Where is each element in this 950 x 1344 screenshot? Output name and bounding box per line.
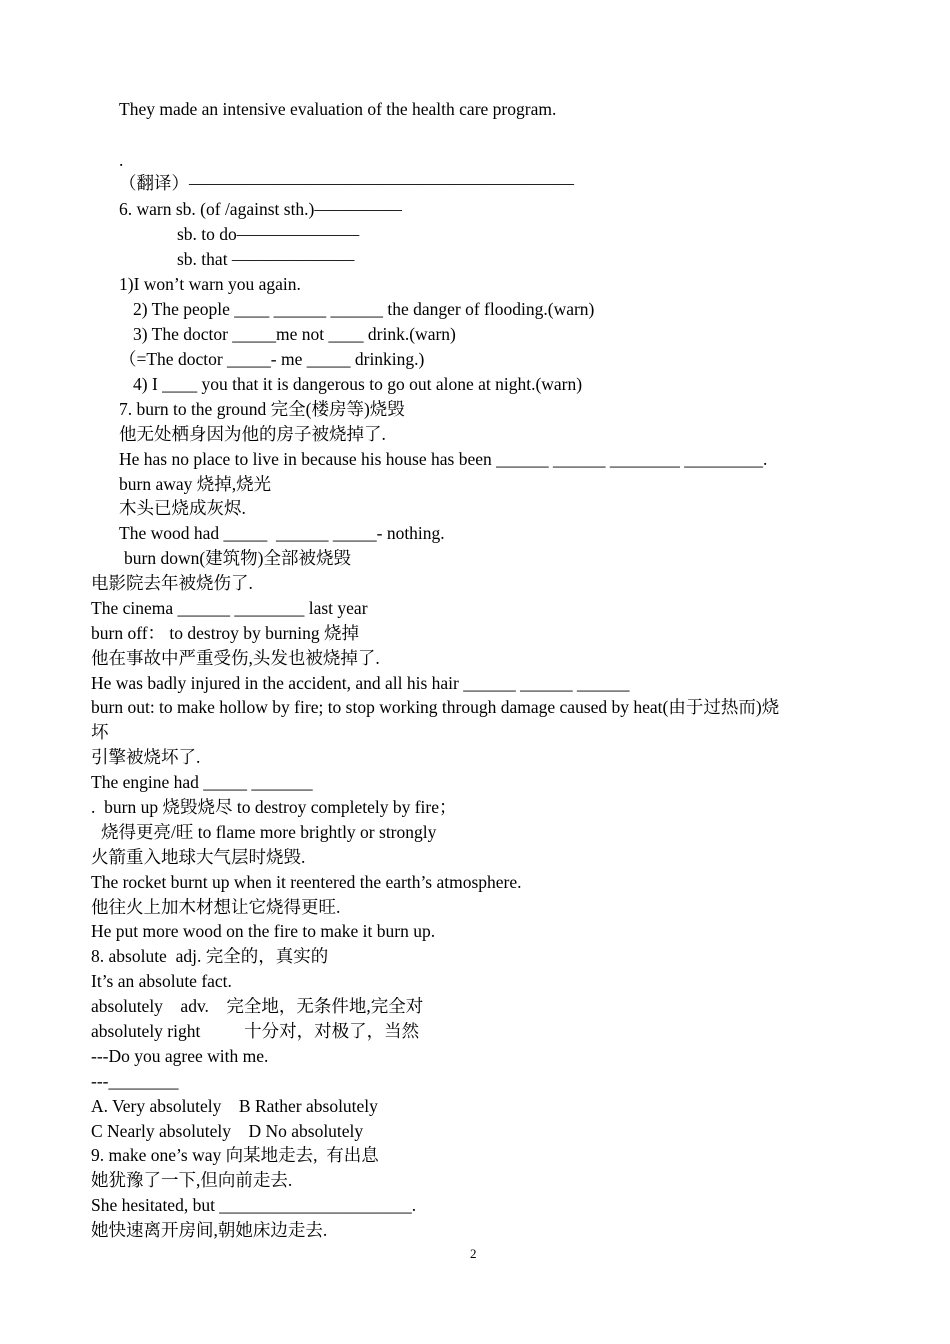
text-line: The engine had _____ _______ [91,772,313,792]
text-line: 2) The people ____ ______ ______ the danger of flooding.(warn) [133,299,595,319]
text-line: （翻译）—————————————————————— [119,173,574,193]
text-line: 烧得更亮/旺 to flame more brightly or strongly [101,822,437,842]
text-line: burn off： to destroy by burning 烧掉 [91,623,359,643]
text-line: absolutely right 十分对，对极了，当然 [91,1021,420,1041]
text-line: 他无处栖身因为他的房子被烧掉了. [119,424,386,444]
text-line: 4) I ____ you that it is dangerous to go out alone at night.(warn) [133,374,583,394]
page-number: 2 [470,1246,477,1261]
text-line: burn out: to make hollow by fire; to stop working through damage caused by heat(由于过热而)烧 [91,697,780,717]
text-line: They made an intensive evaluation of the health care program. [119,99,557,119]
text-line: 8. absolute adj. 完全的，真实的 [91,946,329,966]
text-line: 3) The doctor _____me not ____ drink.(warn) [133,324,456,344]
text-line: absolutely adv. 完全地，无条件地,完全对 [91,996,424,1016]
text-line: It’s an absolute fact. [91,971,232,991]
text-line: A. Very absolutely B Rather absolutely [91,1096,378,1116]
text-line: She hesitated, but ______________________. [91,1195,417,1215]
text-line: burn away 烧掉,烧光 [119,474,272,494]
text-line: 电影院去年被烧伤了. [91,573,253,593]
text-line: 6. warn sb. (of /against sth.)————— [119,199,402,219]
text-line: 木头已烧成灰烬. [119,498,246,518]
text-line: He was badly injured in the accident, and all his hair ______ ______ ______ [91,673,630,693]
text-line: sb. that ——————— [177,249,355,269]
text-line: sb. to do——————— [177,224,360,244]
text-line: The wood had _____ ______ _____- nothing. [119,523,445,543]
text-line: burn down(建筑物)全部被烧毁 [124,548,351,568]
text-line: ---Do you agree with me. [91,1046,269,1066]
text-line: 她犹豫了一下,但向前走去. [91,1170,293,1190]
text-line: C Nearly absolutely D No absolutely [91,1121,364,1141]
text-line: 他往火上加木材想让它烧得更旺. [91,897,341,917]
text-line: 他在事故中严重受伤,头发也被烧掉了. [91,648,380,668]
text-line: 引擎被烧坏了. [91,747,201,767]
text-line: 坏 [91,722,109,742]
text-line: . burn up 烧毁烧尽 to destroy completely by fire； [91,797,457,817]
text-line: ---________ [91,1071,179,1091]
text-line: 9. make one’s way 向某地走去, 有出息 [91,1145,379,1165]
text-line: He put more wood on the fire to make it burn up. [91,921,436,941]
text-line: The rocket burnt up when it reentered the earth’s atmosphere. [91,872,522,892]
text-line: 1)I won’t warn you again. [119,274,301,294]
text-line: 7. burn to the ground 完全(楼房等)烧毁 [119,399,405,419]
text-line: . [119,150,124,170]
text-line: The cinema ______ ________ last year [91,598,368,618]
text-line: （=The doctor _____- me _____ drinking.) [119,349,425,369]
text-line: 火箭重入地球大气层时烧毁. [91,847,306,867]
text-line: 她快速离开房间,朝她床边走去. [91,1220,328,1240]
text-line: He has no place to live in because his house has been ______ ______ ________ _________. [119,449,768,469]
